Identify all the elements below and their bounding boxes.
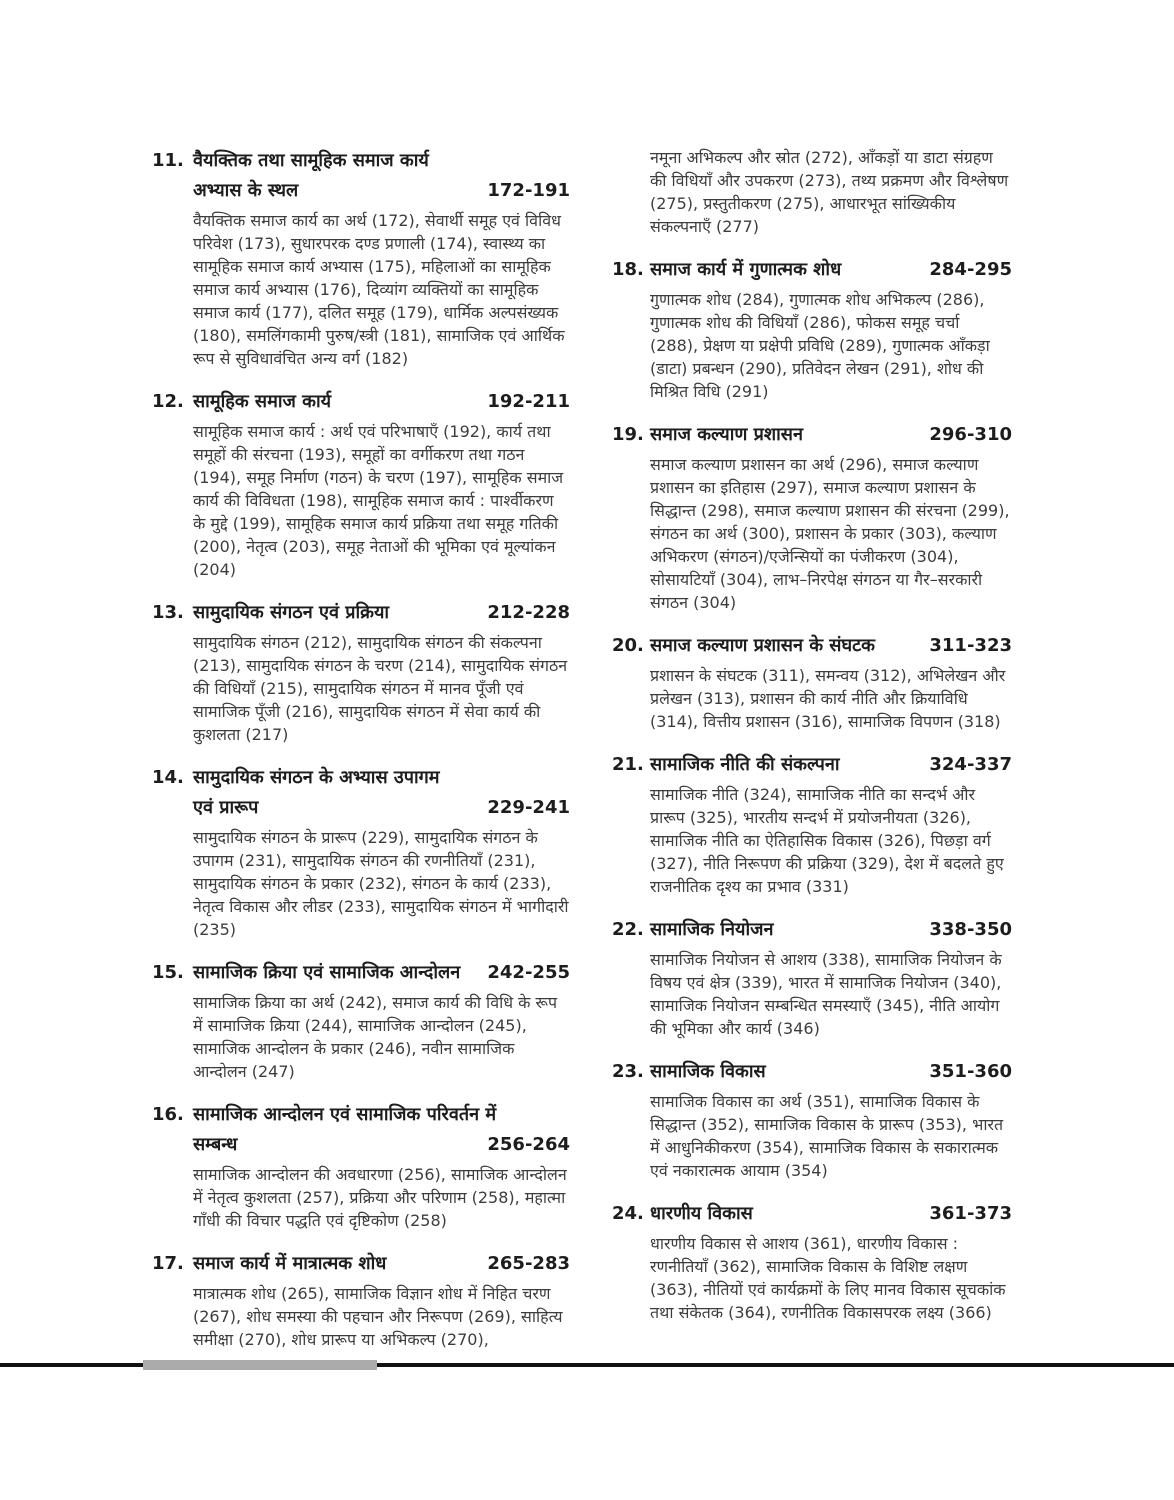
entry-topics: सामाजिक आन्दोलन की अवधारणा (256), सामाजिक आन्दोलन में नेतृत्व कुशलता (257), प्रक्रिया और परिणाम (258), महात्मा गाँधी की विचार पद्धति एवं दृष्टिकोण (258)	[193, 1165, 567, 1230]
entry-number: 13.	[152, 602, 184, 623]
entry-title: सम्बन्ध	[193, 1134, 238, 1155]
entry-page-range: 284-295	[929, 259, 1012, 280]
entry-number-spacer	[612, 146, 650, 238]
footer-gray-bar	[143, 1360, 377, 1370]
toc-entry	[612, 631, 1012, 733]
entry-number: 15.	[152, 962, 184, 983]
footer-rule	[0, 1363, 1174, 1367]
toc-entry	[612, 1057, 1012, 1182]
entry-title: वैयक्तिक तथा सामूहिक समाज कार्य	[193, 150, 429, 171]
entry-topics: मात्रात्मक शोध (265), सामाजिक विज्ञान शोध में निहित चरण (267), शोध समस्या की पहचान और निरूपण (269), साहित्य समीक्षा (270), शोध प्रारूप या अभिकल्प (270),	[193, 1284, 563, 1349]
entry-page-range: 212-228	[487, 602, 570, 623]
entry-topics: सामुदायिक संगठन (212), सामुदायिक संगठन की संकल्पना (213), सामुदायिक संगठन के चरण (214), सामुदायिक संगठन की विधियाँ (215), सामुदायिक संगठन में मानव पूँजी एवं सामाजिक पूँजी (216), सामुदायिक संगठन में सेवा कार्य की कुशलता (217)	[193, 633, 568, 744]
toc-entry	[152, 763, 570, 941]
entry-page-range: 351-360	[929, 1061, 1012, 1082]
entry-title: धारणीय विकास	[650, 1203, 753, 1224]
entry-title-row	[650, 1199, 1012, 1229]
entry-content	[193, 1249, 570, 1351]
entry-title-row	[193, 763, 570, 793]
entry-title: एवं प्रारूप	[193, 797, 259, 818]
entry-title: सामूहिक समाज कार्य	[193, 391, 332, 412]
entry-topics: धारणीय विकास से आशय (361), धारणीय विकास : रणनीतियाँ (362), सामाजिक विकास के विशिष्ट लक्षण (363), नीतियों एवं कार्यक्रमों के लिए मानव विकास सूचकांक तथा संकेतक (364), रणनीतिक विकासपरक लक्ष्य (366)	[650, 1234, 1006, 1322]
entry-title-row	[650, 420, 1012, 450]
toc-entry	[152, 598, 570, 746]
entry-title: समाज कार्य में मात्रात्मक शोध	[193, 1253, 387, 1274]
entry-topics: वैयक्तिक समाज कार्य का अर्थ (172), सेवार्थी समूह एवं विविध परिवेश (173), सुधारपरक दण्ड प्रणाली (174), स्वास्थ्य का सामूहिक समाज कार्य अभ्यास (175), महिलाओं का सामूहिक समाज कार्य अभ्यास (176), दिव्यांग व्यक्तियों का सामूहिक समाज कार्य (177), दलित समूह (179), धार्मिक अल्पसंख्यक (180), समलिंगकामी पुरुष/स्त्री (181), सामाजिक एवं आर्थिक रूप से सुविधावंचित अन्य वर्ग (182)	[193, 211, 565, 368]
entry-content	[193, 958, 570, 1083]
entry-title: समाज कल्याण प्रशासन के संघटक	[650, 635, 876, 656]
entry-title: सामुदायिक संगठन एवं प्रक्रिया	[193, 602, 390, 623]
entry-page-range: 265-283	[487, 1253, 570, 1274]
entry-topics: समाज कल्याण प्रशासन का अर्थ (296), समाज कल्याण प्रशासन का इतिहास (297), समाज कल्याण प्रशासन के सिद्धान्त (298), समाज कल्याण प्रशासन की संरचना (299), संगठन का अर्थ (300), प्रशासन के प्रकार (303), कल्याण अभिकरण (संगठन)/एजेन्सियों का पंजीकरण (304), सोसायटियाँ (304), लाभ–निरपेक्ष संगठन या गैर–सरकारी संगठन (304)	[650, 455, 1010, 612]
entry-title: अभ्यास के स्थल	[193, 180, 299, 201]
entry-title-row	[193, 387, 570, 417]
entry-page-range: 229-241	[487, 797, 570, 818]
entry-content	[650, 631, 1012, 733]
entry-page-range: 192-211	[487, 391, 570, 412]
entry-content	[193, 598, 570, 746]
toc-entry-continuation	[612, 146, 1012, 238]
entry-title-row	[650, 915, 1012, 945]
entry-topics: प्रशासन के संघटक (311), समन्वय (312), अभिलेखन और प्रलेखन (313), प्रशासन की कार्य नीति और क्रियाविधि (314), वित्तीय प्रशासन (316), सामाजिक विपणन (318)	[650, 666, 1006, 731]
entry-topics: सामूहिक समाज कार्य : अर्थ एवं परिभाषाएँ (192), कार्य तथा समूहों की संरचना (193), समूहों का वर्गीकरण तथा गठन (194), समूह निर्माण (गठन) के चरण (197), सामूहिक समाज कार्य की विविधता (198), सामूहिक समाज कार्य : पार्श्वीकरण के मुद्दे (199), सामूहिक समाज कार्य प्रक्रिया तथा समूह गतिकी (200), नेतृत्व (203), समूह नेताओं की भूमिका एवं मूल्यांकन (204)	[193, 422, 564, 579]
entry-number: 24.	[612, 1203, 644, 1224]
entry-number: 16.	[152, 1104, 184, 1125]
entry-page-range: 242-255	[487, 962, 570, 983]
entry-content	[650, 420, 1012, 614]
entry-page-range: 172-191	[487, 180, 570, 201]
entry-page-range: 311-323	[929, 635, 1012, 656]
toc-entry	[152, 1100, 570, 1232]
toc-entry	[612, 420, 1012, 614]
toc-entry	[612, 750, 1012, 898]
entry-title-row	[193, 958, 570, 988]
toc-entry	[612, 915, 1012, 1040]
entry-content	[193, 146, 570, 370]
toc-entry	[612, 1199, 1012, 1324]
entry-number: 11.	[152, 150, 184, 171]
entry-topics: सामुदायिक संगठन के प्रारूप (229), सामुदायिक संगठन के उपागम (231), सामुदायिक संगठन की रणनीतियाँ (231), सामुदायिक संगठन के प्रकार (232), संगठन के कार्य (233), नेतृत्व विकास और लीडर (233), सामुदायिक संगठन में भागीदारी (235)	[193, 828, 569, 939]
entry-page-range: 361-373	[929, 1203, 1012, 1224]
entry-content	[193, 1100, 570, 1232]
toc-entry	[152, 958, 570, 1083]
column-left	[152, 146, 570, 1368]
entry-number: 22.	[612, 919, 644, 940]
entry-page-range: 296-310	[929, 424, 1012, 445]
entry-number: 12.	[152, 391, 184, 412]
entry-title-row	[650, 255, 1012, 285]
entry-content	[650, 1057, 1012, 1182]
toc-columns	[152, 146, 1012, 1368]
entry-title-row	[193, 176, 570, 206]
entry-number: 17.	[152, 1253, 184, 1274]
entry-content	[650, 1199, 1012, 1324]
entry-title: समाज कार्य में गुणात्मक शोध	[650, 259, 842, 280]
entry-title-row	[193, 598, 570, 628]
entry-title: सामाजिक क्रिया एवं सामाजिक आन्दोलन	[193, 962, 461, 983]
column-right	[612, 146, 1012, 1368]
entry-content	[193, 763, 570, 941]
entry-title-row	[193, 793, 570, 823]
entry-title-row	[650, 631, 1012, 661]
entry-title-row	[650, 750, 1012, 780]
entry-topics: सामाजिक क्रिया का अर्थ (242), समाज कार्य की विधि के रूप में सामाजिक क्रिया (244), सामाजिक आन्दोलन (245), सामाजिक आन्दोलन के प्रकार (246), नवीन सामाजिक आन्दोलन (247)	[193, 993, 558, 1081]
entry-title: सामुदायिक संगठन के अभ्यास उपागम	[193, 767, 440, 788]
entry-title: समाज कल्याण प्रशासन	[650, 424, 803, 445]
entry-title-row	[650, 1057, 1012, 1087]
entry-number: 14.	[152, 767, 184, 788]
entry-number: 20.	[612, 635, 644, 656]
entry-title-row	[193, 1100, 570, 1130]
entry-content	[650, 750, 1012, 898]
entry-topics: सामाजिक नियोजन से आशय (338), सामाजिक नियोजन के विषय एवं क्षेत्र (339), भारत में सामाजिक नियोजन (340), सामाजिक नियोजन सम्बन्धित समस्याएँ (345), नीति आयोग की भूमिका और कार्य (346)	[650, 950, 1002, 1038]
entry-title-row	[193, 1130, 570, 1160]
entry-number: 19.	[612, 424, 644, 445]
entry-number: 18.	[612, 259, 644, 280]
entry-content	[193, 387, 570, 581]
entry-topics: नमूना अभिकल्प और स्रोत (272), आँकड़ों या डाटा संग्रहण की विधियाँ और उपकरण (273), तथ्य प्रक्रमण और विश्लेषण (275), प्रस्तुतीकरण (275), आधारभूत सांख्यिकीय संकल्पनाएँ (277)	[650, 148, 1009, 236]
entry-content	[650, 255, 1012, 403]
entry-title-row	[193, 146, 570, 176]
entry-title: सामाजिक नियोजन	[650, 919, 774, 940]
toc-entry	[152, 1249, 570, 1351]
toc-entry	[152, 387, 570, 581]
entry-title: सामाजिक आन्दोलन एवं सामाजिक परिवर्तन में	[193, 1104, 497, 1125]
entry-number: 23.	[612, 1061, 644, 1082]
entry-topics: सामाजिक विकास का अर्थ (351), सामाजिक विकास के सिद्धान्त (352), सामाजिक विकास के प्रारूप (353), भारत में आधुनिकीकरण (354), सामाजिक विकास के सकारात्मक एवं नकारात्मक आयाम (354)	[650, 1092, 1004, 1180]
entry-content	[650, 915, 1012, 1040]
entry-page-range: 338-350	[929, 919, 1012, 940]
entry-title: सामाजिक नीति की संकल्पना	[650, 754, 840, 775]
toc-entry	[152, 146, 570, 370]
entry-number: 21.	[612, 754, 644, 775]
entry-topics: गुणात्मक शोध (284), गुणात्मक शोध अभिकल्प (286), गुणात्मक शोध की विधियाँ (286), फोकस समूह चर्चा (288), प्रेक्षण या प्रक्षेपी प्रविधि (289), गुणात्मक आँकड़ा (डाटा) प्रबन्धन (290), प्रतिवेदन लेखन (291), शोध की मिश्रित विधि (291)	[650, 290, 990, 401]
entry-topics: सामाजिक नीति (324), सामाजिक नीति का सन्दर्भ और प्रारूप (325), भारतीय सन्दर्भ में प्रयोजनीयता (326), सामाजिक नीति का ऐतिहासिक विकास (326), पिछड़ा वर्ग (327), नीति निरूपण की प्रक्रिया (329), देश में बदलते हुए राजनीतिक दृश्य का प्रभाव (331)	[650, 785, 1004, 896]
entry-page-range: 256-264	[487, 1134, 570, 1155]
entry-content	[650, 146, 1012, 238]
entry-title-row	[193, 1249, 570, 1279]
toc-entry	[612, 255, 1012, 403]
entry-title: सामाजिक विकास	[650, 1061, 766, 1082]
entry-page-range: 324-337	[929, 754, 1012, 775]
